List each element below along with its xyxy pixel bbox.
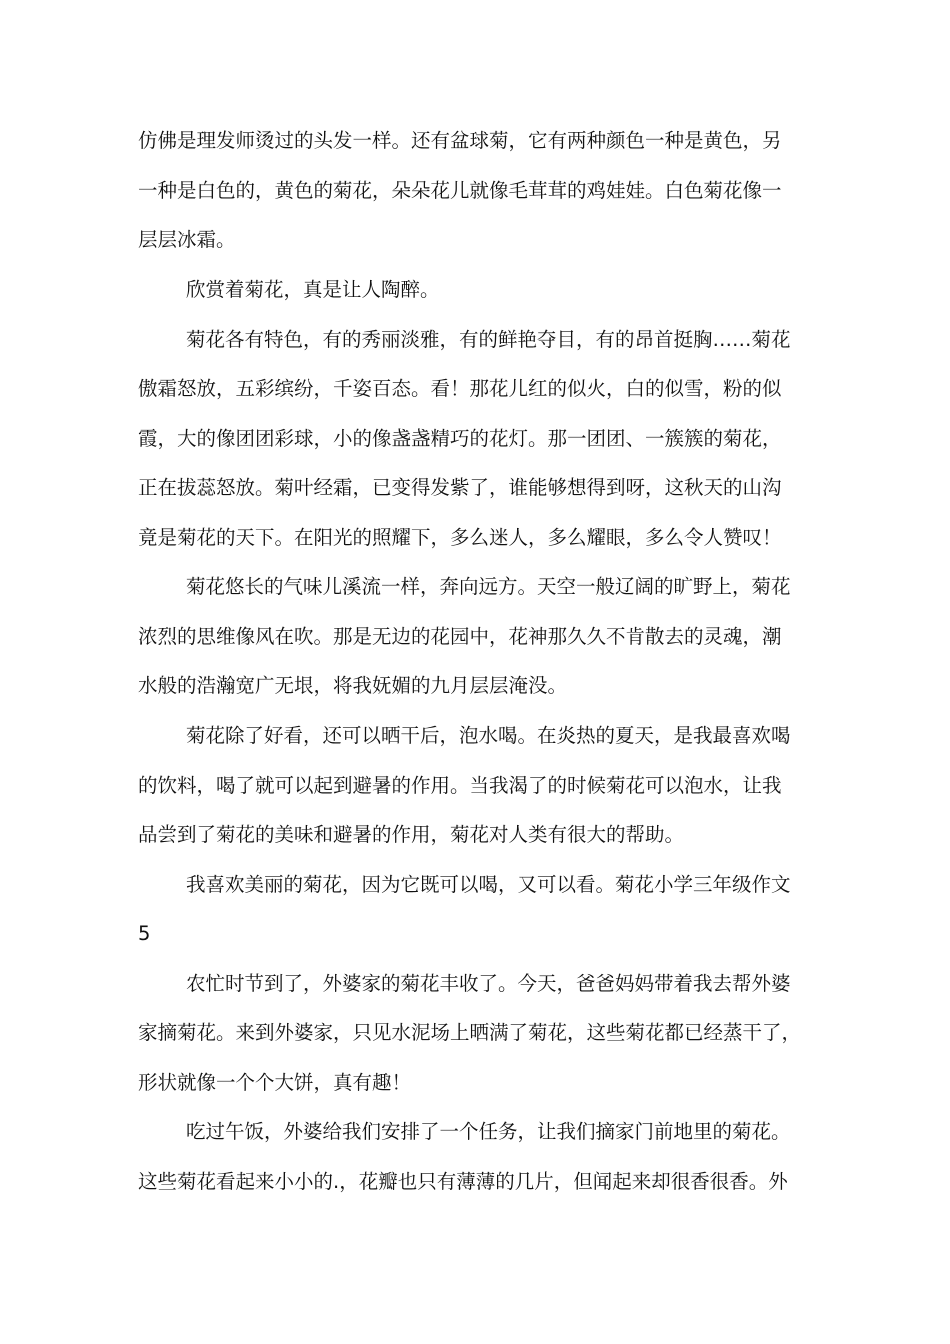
text-line: 这些菊花看起来小小的.，花瓣也只有薄薄的几片，但闻起来却很香很香。外 [138, 1170, 788, 1193]
text-line: 我喜欢美丽的菊花，因为它既可以喝，又可以看。菊花小学三年级作文 [186, 873, 791, 896]
text-line: 菊花除了好看，还可以晒干后，泡水喝。在炎热的夏天，是我最喜欢喝 [186, 724, 791, 747]
text-line: 浓烈的思维像风在吹。那是无边的花园中，花神那久久不肯散去的灵魂，潮 [138, 625, 782, 648]
text-line: 正在拔蕊怒放。菊叶经霜，已变得发紫了，谁能够想得到呀，这秋天的山沟 [138, 476, 782, 499]
text-line: 傲霜怒放，五彩缤纷，千姿百态。看！那花儿红的似火，白的似雪，粉的似 [138, 377, 782, 400]
text-line: 层层冰霜。 [138, 228, 236, 251]
text-line: 欣赏着菊花，真是让人陶醉。 [186, 278, 440, 301]
text-line: 的饮料，喝了就可以起到避暑的作用。当我渴了的时候菊花可以泡水，让我 [138, 774, 782, 797]
text-line: 霞，大的像团团彩球，小的像盏盏精巧的花灯。那一团团、一簇簇的菊花， [138, 427, 782, 450]
text-line: 农忙时节到了，外婆家的菊花丰收了。今天，爸爸妈妈带着我去帮外婆 [186, 972, 791, 995]
text-line: 一种是白色的，黄色的菊花，朵朵花儿就像毛茸茸的鸡娃娃。白色菊花像一 [138, 179, 782, 202]
text-line: 吃过午饭，外婆给我们安排了一个任务，让我们摘家门前地里的菊花。 [186, 1120, 791, 1143]
text-line: 品尝到了菊花的美味和避暑的作用，菊花对人类有很大的帮助。 [138, 823, 685, 846]
text-line: 水般的浩瀚宽广无垠，将我妩媚的九月层层淹没。 [138, 674, 568, 697]
text-line: 形状就像一个个大饼，真有趣！ [138, 1071, 412, 1094]
text-line: 菊花悠长的气味儿溪流一样，奔向远方。天空一般辽阔的旷野上，菊花 [186, 575, 791, 598]
text-line: 仿佛是理发师烫过的头发一样。还有盆球菊，它有两种颜色一种是黄色，另 [138, 129, 782, 152]
text-line: 菊花各有特色，有的秀丽淡雅，有的鲜艳夺目，有的昂首挺胸……菊花 [186, 328, 791, 351]
text-line: 5 [138, 922, 151, 945]
text-line: 家摘菊花。来到外婆家，只见水泥场上晒满了菊花，这些菊花都已经蒸干了， [138, 1021, 802, 1044]
text-line: 竟是菊花的天下。在阳光的照耀下，多么迷人，多么耀眼，多么令人赞叹！ [138, 526, 782, 549]
